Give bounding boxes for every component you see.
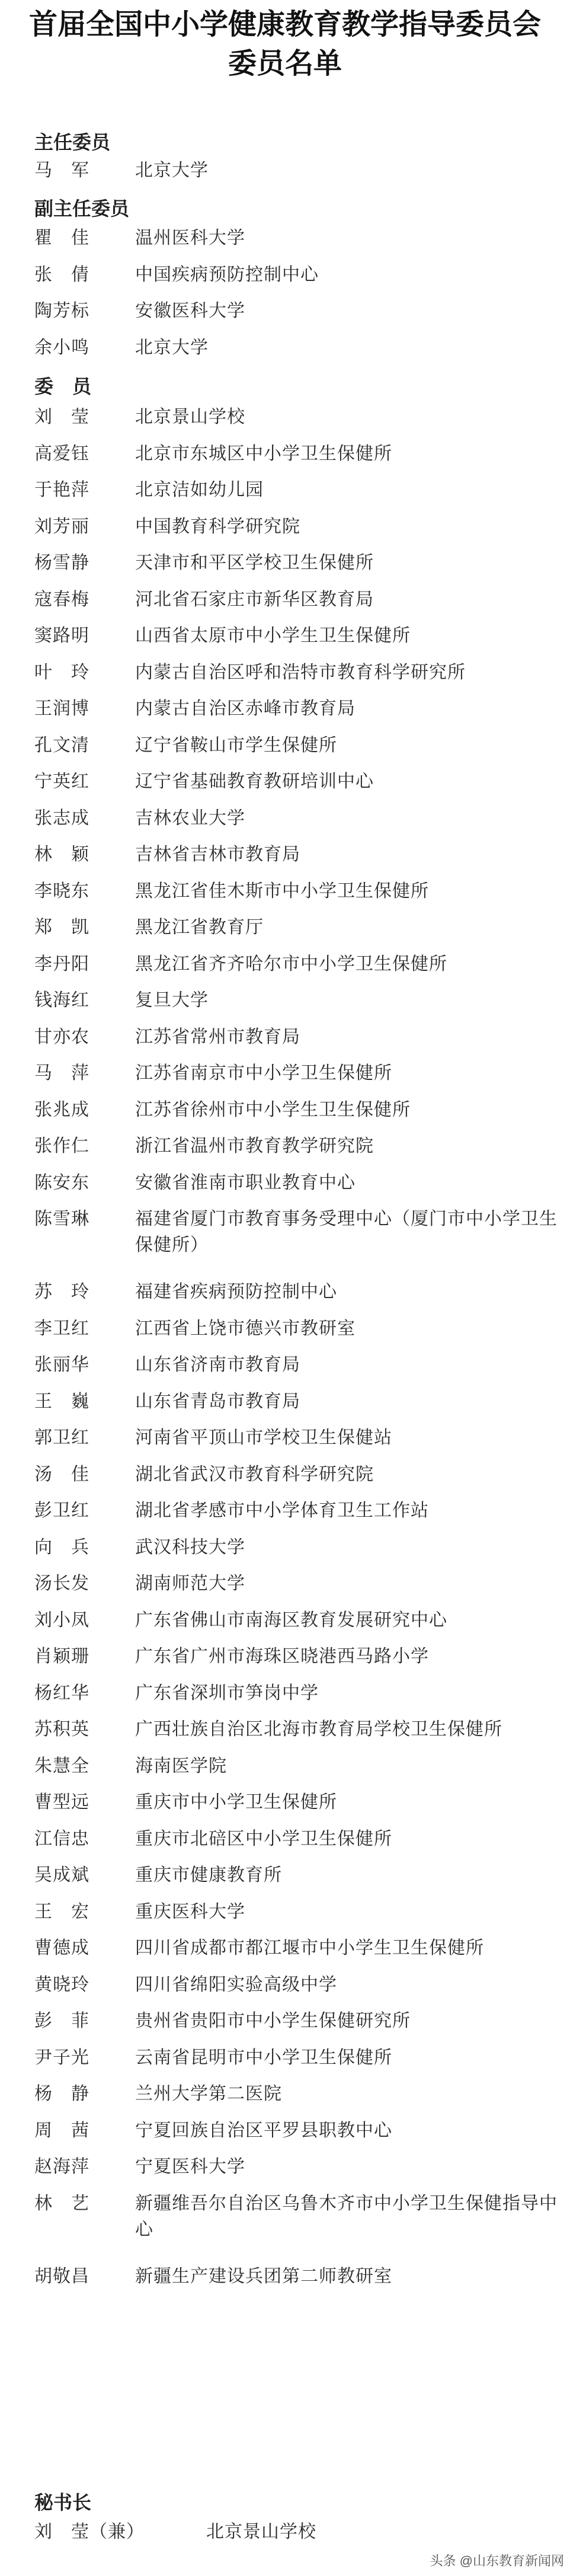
member-name: 林 颖	[34, 844, 89, 865]
member-organization: 新疆生产建设兵团第二师教研室	[135, 2265, 392, 2287]
member-organization: 中国疾病预防控制中心	[135, 264, 319, 285]
member-organization: 重庆市中小学卫生保健所	[135, 1792, 337, 1813]
member-name: 郭卫红	[34, 1427, 89, 1448]
member-organization: 山西省太原市中小学生卫生保健所	[135, 625, 411, 646]
member-organization: 广东省广州市海珠区晓港西马路小学	[135, 1646, 429, 1667]
member-name: 胡敬昌	[34, 2265, 89, 2287]
member-name: 刘 莹（兼）	[34, 2521, 145, 2542]
member-organization: 江苏省徐州市中小学生卫生保健所	[135, 1099, 411, 1120]
member-name: 马 军	[34, 160, 89, 181]
member-name: 钱海红	[34, 990, 89, 1011]
member-name: 杨 静	[34, 2083, 89, 2104]
member-organization: 河南省平顶山市学校卫生保健站	[135, 1427, 392, 1448]
section-header-vice: 副主任委员	[34, 197, 130, 220]
member-name: 陈雪琳	[34, 1209, 89, 1229]
title-line-1: 首届全国中小学健康教育教学指导委员会	[28, 8, 541, 41]
member-name: 张志成	[34, 807, 89, 829]
member-organization: 吉林省吉林市教育局	[135, 844, 300, 865]
member-name: 周 茜	[34, 2120, 89, 2141]
member-name: 刘小凤	[34, 1609, 89, 1631]
member-name: 杨雪静	[34, 552, 89, 573]
member-name: 苏 玲	[34, 1281, 89, 1302]
member-name: 李晓东	[34, 880, 89, 902]
member-organization: 广东省佛山市南海区教育发展研究中心	[135, 1609, 447, 1631]
member-name: 黄晓玲	[34, 1974, 89, 1995]
member-name: 江信忠	[34, 1828, 89, 1849]
member-name: 汤长发	[34, 1573, 89, 1594]
member-name: 张丽华	[34, 1354, 89, 1375]
member-organization: 中国教育科学研究院	[135, 516, 300, 537]
member-name: 刘 莹	[34, 407, 89, 427]
member-name: 窦路明	[34, 625, 89, 646]
member-name: 张作仁	[34, 1136, 89, 1156]
member-organization: 温州医科大学	[135, 228, 245, 248]
member-name: 肖颖珊	[34, 1646, 89, 1667]
member-organization: 山东省济南市教育局	[135, 1354, 300, 1375]
member-organization: 海南医学院	[135, 1755, 227, 1776]
member-organization: 兰州大学第二医院	[135, 2083, 282, 2104]
member-organization: 内蒙古自治区呼和浩特市教育科学研究所	[135, 661, 466, 683]
section-header-director: 主任委员	[34, 131, 111, 154]
member-organization: 江西省上饶市德兴市教研室	[135, 1318, 356, 1339]
member-name: 高爱钰	[34, 443, 89, 464]
member-name: 李卫红	[34, 1318, 89, 1339]
member-organization: 天津市和平区学校卫生保健所	[135, 552, 374, 573]
member-organization: 吉林农业大学	[135, 807, 245, 829]
member-organization: 内蒙古自治区赤峰市教育局	[135, 698, 356, 719]
member-name: 林 艺	[34, 2193, 89, 2214]
member-organization: 复旦大学	[135, 990, 209, 1011]
member-name: 彭卫红	[34, 1500, 89, 1521]
member-organization: 浙江省温州市教育教学研究院	[135, 1136, 374, 1156]
member-organization: 湖北省武汉市教育科学研究院	[135, 1463, 374, 1485]
member-name: 吴成斌	[34, 1865, 89, 1885]
member-name: 叶 玲	[34, 661, 89, 683]
member-organization: 辽宁省基础教育教研培训中心	[135, 771, 374, 792]
member-organization: 江苏省南京市中小学卫生保健所	[135, 1063, 392, 1084]
member-name: 张兆成	[34, 1099, 89, 1120]
member-name: 汤 佳	[34, 1463, 89, 1485]
member-organization: 福建省疾病预防控制中心	[135, 1281, 337, 1302]
member-organization: 广西壮族自治区北海市教育局学校卫生保健所	[135, 1719, 502, 1740]
member-name: 王 巍	[34, 1391, 89, 1412]
member-organization: 辽宁省鞍山市学生保健所	[135, 734, 337, 756]
member-name: 曹德成	[34, 1938, 89, 1958]
section-header-members: 委 员	[34, 375, 92, 398]
member-name: 余小鸣	[34, 337, 89, 358]
member-organization: 武汉科技大学	[135, 1536, 245, 1558]
member-organization: 山东省青岛市教育局	[135, 1391, 300, 1412]
member-name: 陈安东	[34, 1172, 89, 1193]
member-name: 孔文清	[34, 734, 89, 756]
member-name: 马 萍	[34, 1063, 89, 1084]
member-organization: 新疆维吾尔自治区乌鲁木齐市中小学卫生保健指导中心	[135, 2193, 558, 2240]
member-organization: 湖北省孝感市中小学体育卫生工作站	[135, 1500, 429, 1521]
member-organization: 黑龙江省佳木斯市中小学卫生保健所	[135, 880, 429, 902]
member-name: 向 兵	[34, 1536, 89, 1558]
member-organization: 安徽医科大学	[135, 301, 245, 321]
member-organization: 重庆医科大学	[135, 1901, 245, 1922]
member-name: 尹子光	[34, 2047, 89, 2068]
member-organization: 广东省深圳市笋岗中学	[135, 1682, 319, 1704]
member-organization: 宁夏回族自治区平罗县职教中心	[135, 2120, 392, 2141]
section-header-secretary: 秘书长	[34, 2491, 92, 2514]
member-name: 李丹阳	[34, 953, 89, 974]
member-organization: 安徽省淮南市职业教育中心	[135, 1172, 356, 1193]
member-name: 瞿 佳	[34, 228, 89, 248]
member-name: 于艳萍	[34, 480, 89, 500]
member-name: 刘芳丽	[34, 516, 89, 537]
member-organization: 四川省成都市都江堰市中小学生卫生保健所	[135, 1938, 484, 1958]
member-name: 彭 菲	[34, 2011, 89, 2031]
member-name: 曹型远	[34, 1792, 89, 1813]
member-name: 王 宏	[34, 1901, 89, 1922]
member-organization: 云南省昆明市中小学卫生保健所	[135, 2047, 392, 2068]
member-name: 苏积英	[34, 1719, 89, 1740]
member-organization: 宁夏医科大学	[135, 2156, 245, 2177]
member-organization: 北京洁如幼儿园	[135, 480, 264, 500]
member-name: 宁英红	[34, 771, 89, 792]
member-organization: 江苏省常州市教育局	[135, 1026, 300, 1047]
member-organization: 湖南师范大学	[135, 1573, 245, 1594]
title-line-2: 委员名单	[228, 47, 342, 80]
member-name: 赵海萍	[34, 2156, 89, 2177]
member-name: 朱慧全	[34, 1755, 89, 1776]
member-organization: 重庆市健康教育所	[135, 1865, 282, 1885]
member-organization: 黑龙江省教育厅	[135, 917, 264, 938]
member-organization: 重庆市北碚区中小学卫生保健所	[135, 1828, 392, 1849]
member-organization: 北京市东城区中小学卫生保健所	[135, 443, 392, 464]
member-name: 陶芳标	[34, 301, 89, 321]
member-organization: 福建省厦门市教育事务受理中心（厦门市中小学卫生保健所）	[135, 1209, 558, 1255]
member-name: 甘亦农	[34, 1026, 89, 1047]
member-name: 郑 凯	[34, 917, 89, 938]
watermark: 头条 @山东教育新闻网	[430, 2553, 564, 2568]
member-organization: 北京大学	[135, 337, 209, 358]
member-organization: 贵州省贵阳市中小学生保健研究所	[135, 2011, 411, 2031]
member-organization: 河北省石家庄市新华区教育局	[135, 589, 374, 610]
member-organization: 北京大学	[135, 160, 209, 181]
member-name: 张 倩	[34, 264, 89, 285]
member-name: 寇春梅	[34, 589, 89, 610]
member-organization: 黑龙江省齐齐哈尔市中小学卫生保健所	[135, 953, 447, 974]
member-organization: 北京景山学校	[206, 2521, 316, 2542]
member-organization: 四川省绵阳实验高级中学	[135, 1974, 337, 1995]
member-name: 王润博	[34, 698, 89, 719]
member-organization: 北京景山学校	[135, 407, 245, 427]
member-name: 杨红华	[34, 1682, 89, 1704]
